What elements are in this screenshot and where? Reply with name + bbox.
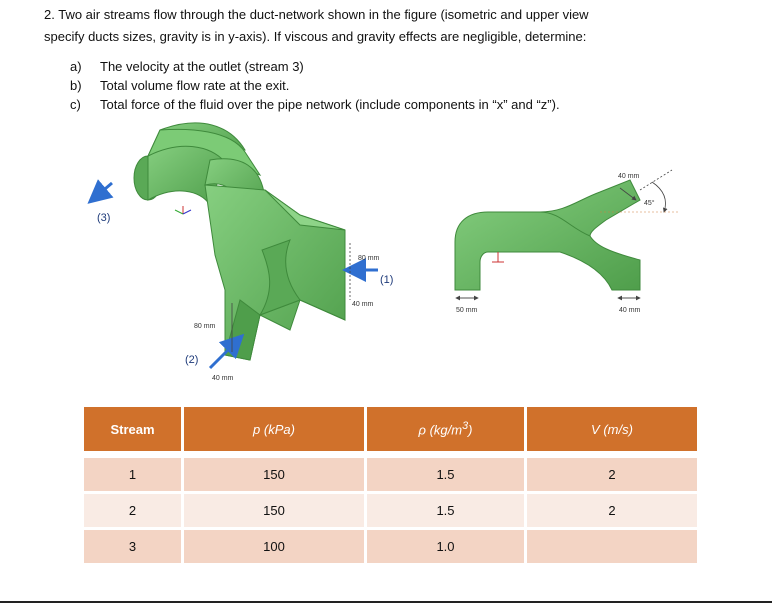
dim-iso-40-bottom: 40 mm: [212, 375, 234, 382]
dim-iso-80-left: 80 mm: [194, 323, 216, 330]
bottom-rule: [0, 601, 772, 603]
header-pressure: p (kPa): [184, 407, 367, 451]
dim-side-40-right: 40 mm: [619, 307, 641, 314]
header-density: ρ $(kg/m^3)$: [367, 407, 527, 451]
axis-triad: [175, 206, 191, 214]
table-row: 2 150 1.5 2: [84, 491, 697, 527]
problem-line-2: specify ducts sizes, gravity is in y-axis). If viscous and gravity effects are negligible, determine:: [44, 29, 587, 44]
stream-table: [84, 407, 697, 563]
side-view-body: [455, 180, 640, 290]
stream-1-label: (1): [380, 274, 394, 286]
question-a: a) The velocity at the outlet (stream 3): [70, 59, 304, 74]
stream-3-arrow: [92, 183, 112, 200]
header-velocity: V (m/s): [527, 407, 697, 451]
problem-line-1: 2. Two air streams flow through the duct-network shown in the figure (isometric and upper view: [44, 7, 589, 22]
isometric-duct: [134, 123, 345, 360]
dim-angle: 45°: [644, 200, 655, 207]
side-view-duct: [455, 180, 640, 290]
dim-side-40-top: 40 mm: [618, 173, 640, 180]
stream-2-label: (2): [185, 354, 199, 366]
dim-iso-40-right: 40 mm: [352, 301, 374, 308]
table-row: 3 100 1.0: [84, 527, 697, 563]
stream-3-label: (3): [97, 212, 111, 224]
question-b: b) Total volume flow rate at the exit.: [70, 78, 290, 93]
dim-side-50: 50 mm: [456, 307, 478, 314]
dim-iso-80-right: 80 mm: [358, 255, 380, 262]
question-c: c) Total force of the fluid over the pipe network (include components in “x” and “z”).: [70, 97, 560, 112]
header-stream: Stream: [84, 407, 184, 451]
table-row: 1 150 1.5 2: [84, 451, 697, 491]
